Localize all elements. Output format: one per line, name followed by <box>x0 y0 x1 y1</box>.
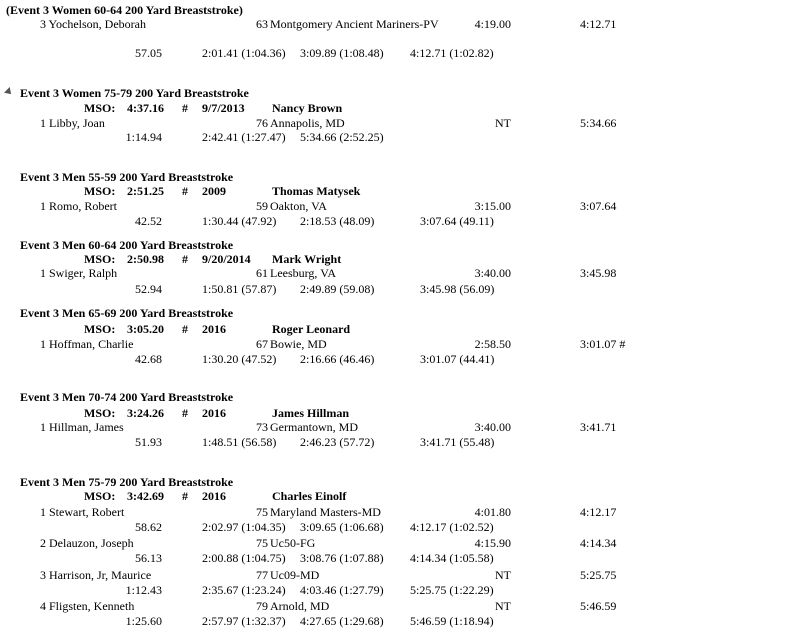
mso-hash: # <box>182 184 188 198</box>
mso-time: 3:42.69 <box>127 489 164 503</box>
mso-time: 3:05.20 <box>127 322 164 336</box>
split-2: 1:50.81 (57.87) <box>202 282 277 296</box>
split-1: 56.13 <box>135 551 162 565</box>
mso-time: 4:37.16 <box>127 101 164 115</box>
seed-time: 2:58.50 <box>474 337 511 351</box>
swimmer-name: 1 Hillman, James <box>40 420 124 434</box>
split-2: 1:30.44 (47.92) <box>202 214 277 228</box>
seed-time: NT <box>495 568 511 582</box>
swimmer-age: 67 <box>256 337 268 351</box>
mso-hash: # <box>182 101 188 115</box>
final-time: 4:12.71 <box>580 17 617 31</box>
split-4: 5:25.75 (1:22.29) <box>410 583 494 597</box>
swimmer-age: 63 <box>256 17 268 31</box>
mso-holder: James Hillman <box>272 406 349 420</box>
split-1: 42.68 <box>135 352 162 366</box>
split-3: 3:08.76 (1:07.88) <box>300 551 384 565</box>
mso-hash: # <box>182 489 188 503</box>
split-4: 4:12.71 (1:02.82) <box>410 46 494 60</box>
mso-holder: Charles Einolf <box>272 489 347 503</box>
swimmer-age: 75 <box>256 536 268 550</box>
mso-label: MSO: <box>84 252 116 266</box>
split-2: 1:30.20 (47.52) <box>202 352 277 366</box>
mso-hash: # <box>182 252 188 266</box>
split-1: 1:14.94 <box>125 130 162 144</box>
swimmer-age: 79 <box>256 599 268 613</box>
collapse-triangle-icon[interactable] <box>4 87 14 97</box>
mso-date: 9/7/2013 <box>202 101 245 115</box>
split-1: 1:12.43 <box>125 583 162 597</box>
split-3: 4:27.65 (1:29.68) <box>300 614 384 628</box>
mso-time: 3:24.26 <box>127 406 164 420</box>
swimmer-name: 2 Delauzon, Joseph <box>40 536 134 550</box>
split-4: 3:45.98 (56.09) <box>420 282 495 296</box>
swimmer-team: Uc09-MD <box>270 568 320 582</box>
swimmer-name: 3 Yochelson, Deborah <box>40 17 146 31</box>
split-3: 4:03.46 (1:27.79) <box>300 583 384 597</box>
split-1: 58.62 <box>135 520 162 534</box>
mso-date: 2016 <box>202 489 226 503</box>
mso-label: MSO: <box>84 322 116 336</box>
swimmer-age: 61 <box>256 266 268 280</box>
final-time: 5:46.59 <box>580 599 617 613</box>
event-title: Event 3 Men 55-59 200 Yard Breaststroke <box>20 170 234 184</box>
mso-holder: Mark Wright <box>272 252 342 266</box>
swimmer-team: Uc50-FG <box>270 536 316 550</box>
swimmer-name: 1 Hoffman, Charlie <box>40 337 134 351</box>
mso-label: MSO: <box>84 101 116 115</box>
mso-hash: # <box>182 322 188 336</box>
split-1: 51.93 <box>135 435 162 449</box>
final-time: 4:14.34 <box>580 536 617 550</box>
mso-date: 2009 <box>202 184 226 198</box>
mso-date: 9/20/2014 <box>202 252 251 266</box>
split-2: 2:01.41 (1:04.36) <box>202 46 286 60</box>
final-time: 3:07.64 <box>580 199 617 213</box>
swimmer-team: Germantown, MD <box>270 420 358 434</box>
split-2: 2:42.41 (1:27.47) <box>202 130 286 144</box>
swimmer-team: Arnold, MD <box>270 599 330 613</box>
swimmer-age: 73 <box>256 420 268 434</box>
event-title: Event 3 Men 70-74 200 Yard Breaststroke <box>20 390 234 404</box>
split-3: 2:49.89 (59.08) <box>300 282 375 296</box>
split-4: 4:12.17 (1:02.52) <box>410 520 494 534</box>
swimmer-name: 1 Romo, Robert <box>40 199 117 213</box>
split-1: 42.52 <box>135 214 162 228</box>
seed-time: NT <box>495 599 511 613</box>
event-title: Event 3 Women 75-79 200 Yard Breaststroke <box>20 86 249 100</box>
seed-time: 3:40.00 <box>474 266 511 280</box>
mso-hash: # <box>182 406 188 420</box>
event-title: (Event 3 Women 60-64 200 Yard Breaststroke) <box>6 3 243 17</box>
mso-label: MSO: <box>84 184 116 198</box>
seed-time: 4:19.00 <box>474 17 511 31</box>
swimmer-name: 1 Swiger, Ralph <box>40 266 118 280</box>
split-4: 3:07.64 (49.11) <box>420 214 494 228</box>
swimmer-age: 75 <box>256 505 268 519</box>
final-time: 4:12.17 <box>580 505 617 519</box>
split-3: 3:09.89 (1:08.48) <box>300 46 384 60</box>
split-3: 5:34.66 (2:52.25) <box>300 130 384 144</box>
mso-holder: Nancy Brown <box>272 101 343 115</box>
split-3: 3:09.65 (1:06.68) <box>300 520 384 534</box>
split-2: 2:02.97 (1:04.35) <box>202 520 286 534</box>
mso-date: 2016 <box>202 406 226 420</box>
seed-time: 4:15.90 <box>474 536 511 550</box>
swimmer-name: 4 Fligsten, Kenneth <box>40 599 135 613</box>
split-2: 1:48.51 (56.58) <box>202 435 277 449</box>
split-4: 4:14.34 (1:05.58) <box>410 551 494 565</box>
swimmer-age: 76 <box>256 116 268 130</box>
seed-time: NT <box>495 116 511 130</box>
split-1: 52.94 <box>135 282 162 296</box>
split-3: 2:18.53 (48.09) <box>300 214 375 228</box>
swimmer-team: Leesburg, VA <box>270 266 336 280</box>
swimmer-team: Maryland Masters-MD <box>270 505 381 519</box>
seed-time: 4:01.80 <box>474 505 511 519</box>
mso-label: MSO: <box>84 406 116 420</box>
final-time: 3:01.07 # <box>580 337 626 351</box>
final-time: 5:34.66 <box>580 116 617 130</box>
event-title: Event 3 Men 65-69 200 Yard Breaststroke <box>20 306 234 320</box>
swimmer-team: Bowie, MD <box>270 337 327 351</box>
event-title: Event 3 Men 60-64 200 Yard Breaststroke <box>20 238 234 252</box>
swimmer-team: Montgomery Ancient Mariners-PV <box>270 17 439 31</box>
seed-time: 3:40.00 <box>474 420 511 434</box>
split-2: 2:57.97 (1:32.37) <box>202 614 286 628</box>
final-time: 3:41.71 <box>580 420 617 434</box>
swimmer-name: 1 Libby, Joan <box>40 116 105 130</box>
swimmer-team: Annapolis, MD <box>270 116 345 130</box>
swimmer-name: 3 Harrison, Jr, Maurice <box>40 568 152 582</box>
swimmer-team: Oakton, VA <box>270 199 327 213</box>
seed-time: 3:15.00 <box>474 199 511 213</box>
split-1: 57.05 <box>135 46 162 60</box>
split-3: 2:46.23 (57.72) <box>300 435 375 449</box>
mso-date: 2016 <box>202 322 226 336</box>
mso-time: 2:51.25 <box>127 184 164 198</box>
swimmer-name: 1 Stewart, Robert <box>40 505 125 519</box>
mso-time: 2:50.98 <box>127 252 164 266</box>
swimmer-age: 77 <box>256 568 268 582</box>
split-1: 1:25.60 <box>125 614 162 628</box>
final-time: 5:25.75 <box>580 568 617 582</box>
final-time: 3:45.98 <box>580 266 617 280</box>
event-title: Event 3 Men 75-79 200 Yard Breaststroke <box>20 475 234 489</box>
mso-label: MSO: <box>84 489 116 503</box>
split-2: 2:00.88 (1:04.75) <box>202 551 286 565</box>
split-4: 5:46.59 (1:18.94) <box>410 614 494 628</box>
mso-holder: Thomas Matysek <box>272 184 361 198</box>
split-4: 3:01.07 (44.41) <box>420 352 495 366</box>
swimmer-age: 59 <box>256 199 268 213</box>
mso-holder: Roger Leonard <box>272 322 351 336</box>
split-4: 3:41.71 (55.48) <box>420 435 495 449</box>
split-3: 2:16.66 (46.46) <box>300 352 375 366</box>
split-2: 2:35.67 (1:23.24) <box>202 583 286 597</box>
